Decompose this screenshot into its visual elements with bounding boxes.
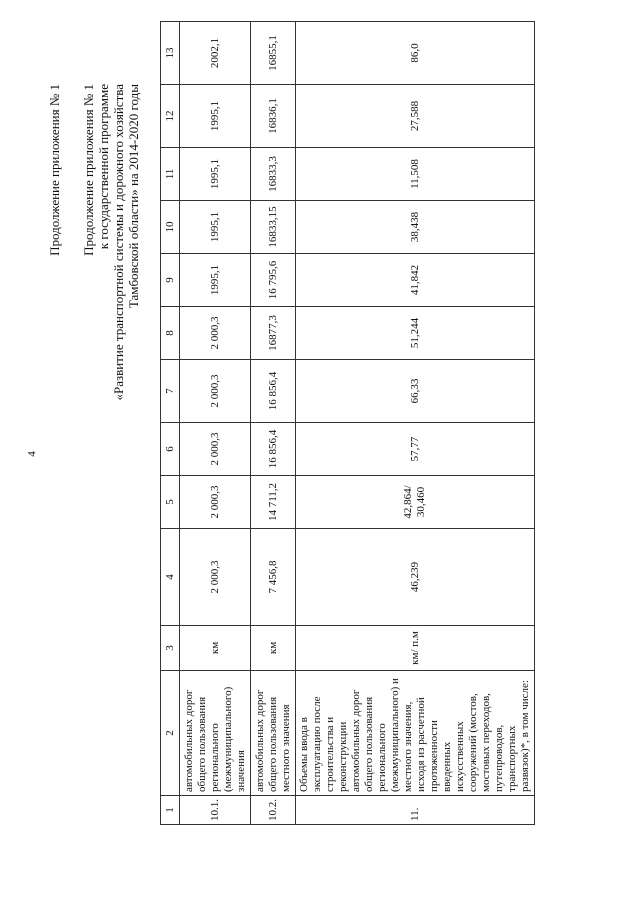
row-number: 11. <box>296 796 535 825</box>
data-table <box>160 21 535 825</box>
row-name: автомобильных дорог общего пользования регионального (межмуниципального) значения <box>180 671 251 796</box>
row-value: 1995,1 <box>180 201 251 254</box>
header-program-region: Тамбовской области» на 2014-2020 годы <box>126 84 141 309</box>
column-header: 2 <box>161 671 180 796</box>
row-value: 11,508 <box>296 148 535 201</box>
row-value: 1995,1 <box>180 85 251 148</box>
row-name: автомобильных дорог общего пользования местного значения <box>251 671 296 796</box>
column-header: 1 <box>161 796 180 825</box>
column-header: 6 <box>161 423 180 476</box>
row-value: 46,239 <box>296 529 535 626</box>
row-value: 2 000,3 <box>180 307 251 360</box>
row-value: 66,33 <box>296 360 535 423</box>
row-value: 42,864/ 30,460 <box>296 476 535 529</box>
header-program-name: «Развитие транспортной системы и дорожного хозяйства <box>111 84 126 401</box>
column-header: 7 <box>161 360 180 423</box>
row-value: 41,842 <box>296 254 535 307</box>
row-value: 51,244 <box>296 307 535 360</box>
row-value: 16877,3 <box>251 307 296 360</box>
column-header: 8 <box>161 307 180 360</box>
row-value: 2 000,3 <box>180 476 251 529</box>
row-value: 1995,1 <box>180 148 251 201</box>
column-header: 3 <box>161 626 180 671</box>
row-name: Объемы ввода в эксплуатацию после строительства и реконструкции автомобильных дорог общего пользования регионального (межмуниципального) и местного значения, исходя из расчетной протяженности введенных искусственных сооружений (мостов, мостовых переходов, путепроводов, транспортных развязок)*, в том числе: <box>296 671 535 796</box>
row-value: 16 856,4 <box>251 423 296 476</box>
header-program-line: к государственной программе <box>96 84 111 250</box>
column-header-row <box>161 22 180 825</box>
table-row <box>251 22 296 825</box>
column-header: 4 <box>161 529 180 626</box>
row-value: 16833,15 <box>251 201 296 254</box>
row-value: 2 000,3 <box>180 360 251 423</box>
row-number: 10.1. <box>180 796 251 825</box>
row-value: 1995,1 <box>180 254 251 307</box>
row-value: 86,0 <box>296 22 535 85</box>
column-header: 13 <box>161 22 180 85</box>
header-sub-continuation: Продолжение приложения № 1 <box>81 84 96 256</box>
row-value: 2002,1 <box>180 22 251 85</box>
row-unit: км <box>180 626 251 671</box>
row-value: 2 000,3 <box>180 423 251 476</box>
table-row <box>180 22 251 825</box>
row-value: 16833,3 <box>251 148 296 201</box>
row-value: 16836,1 <box>251 85 296 148</box>
row-value: 57,77 <box>296 423 535 476</box>
row-value: 16 795,6 <box>251 254 296 307</box>
row-value: 16855,1 <box>251 22 296 85</box>
row-value: 14 711,2 <box>251 476 296 529</box>
row-number: 10.2. <box>251 796 296 825</box>
row-value: 27,588 <box>296 85 535 148</box>
column-header: 11 <box>161 148 180 201</box>
column-header: 10 <box>161 201 180 254</box>
table-row <box>296 22 535 825</box>
row-value: 16 856,4 <box>251 360 296 423</box>
column-header: 9 <box>161 254 180 307</box>
column-header: 12 <box>161 85 180 148</box>
column-header: 5 <box>161 476 180 529</box>
row-value: 2 000,3 <box>180 529 251 626</box>
row-unit: км <box>251 626 296 671</box>
continuation-title: Продолжение приложения № 1 <box>47 84 62 256</box>
page-number: 4 <box>26 451 38 457</box>
row-value: 38,438 <box>296 201 535 254</box>
row-unit: км/ п.м <box>296 626 535 671</box>
row-value: 7 456,8 <box>251 529 296 626</box>
